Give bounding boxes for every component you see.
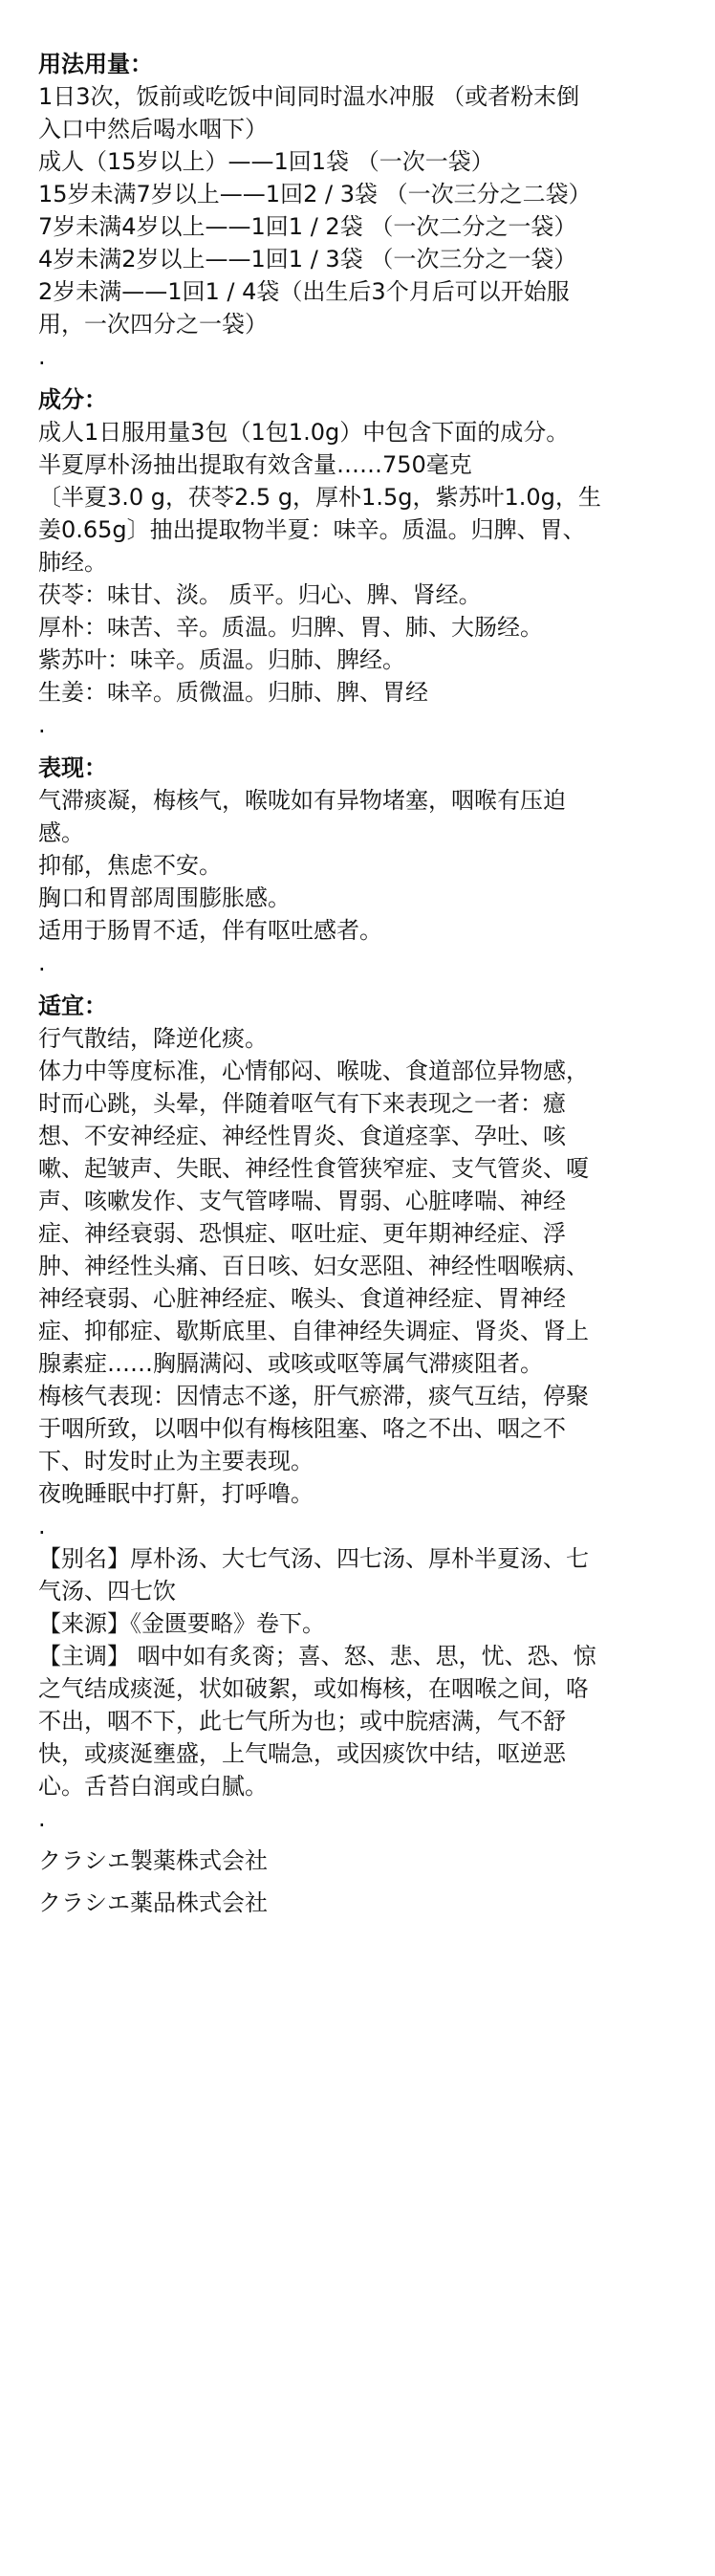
usage-line: 1日3次，饭前或吃饭中间同时温水冲服 （或者粉末倒 (38, 83, 580, 110)
indications-line: 肿、神经性头痛、百日咳、妇女恶阻、神经性咽喉病、 (38, 1253, 589, 1279)
company-name: クラシエ薬品株式会社 (38, 1889, 268, 1916)
ingredients-line: 厚朴：味苦、辛。质温。归脾、胃、肺、大肠经。 (38, 614, 543, 641)
indications-heading: 适宜： (38, 993, 107, 1019)
notes-line: 气汤、四七饮 (38, 1578, 176, 1605)
section-separator: . (38, 950, 46, 976)
section-separator: . (38, 343, 46, 370)
ingredients-line: 姜0.65g〕抽出提取物半夏：味辛。质温。归脾、胃、 (38, 516, 586, 543)
usage-line: 7岁未满4岁以上——1回1 / 2袋 （一次二分之一袋） (38, 213, 577, 240)
indications-line: 声、咳嗽发作、支气管哮喘、胃弱、心脏哮喘、神经 (38, 1188, 566, 1214)
notes-line: 心。舌苔白润或白腻。 (38, 1773, 268, 1800)
symptoms-line: 气滞痰凝，梅核气，喉咙如有异物堵塞，咽喉有压迫 (38, 787, 566, 814)
usage-line: 4岁未满2岁以上——1回1 / 3袋 （一次三分之一袋） (38, 246, 577, 273)
usage-line: 成人（15岁以上）——1回1袋 （一次一袋） (38, 148, 494, 175)
ingredients-line: 紫苏叶：味辛。质温。归肺、脾经。 (38, 646, 405, 673)
usage-line: 入口中然后喝水咽下） (38, 116, 268, 142)
section-separator: . (38, 1805, 46, 1832)
usage-heading: 用法用量： (38, 51, 153, 77)
indications-line: 神经衰弱、心脏神经症、喉头、食道神经症、胃神经 (38, 1285, 566, 1312)
ingredients-line: 肺经。 (38, 549, 107, 576)
usage-line: 2岁未满——1回1 / 4袋（出生后3个月后可以开始服 (38, 278, 570, 305)
indications-line: 症、神经衰弱、恐惧症、呕吐症、更年期神经症、浮 (38, 1220, 566, 1247)
indications-line: 下、时发时止为主要表现。 (38, 1448, 314, 1474)
notes-section (38, 1542, 677, 1835)
ingredients-line: 〔半夏3.0 g，茯苓2.5 g，厚朴1.5g，紫苏叶1.0g，生 (38, 484, 601, 511)
symptoms-line: 抑郁，焦虑不安。 (38, 852, 222, 879)
indications-line: 症、抑郁症、歇斯底里、自律神经失调症、肾炎、肾上 (38, 1318, 589, 1344)
notes-line: 【主调】 咽中如有炙脔；喜、怒、悲、思，忧、恐、惊 (38, 1643, 596, 1670)
company-name: クラシエ製薬株式会社 (38, 1847, 268, 1874)
indications-line: 体力中等度标准，心情郁闷、喉咙、食道部位异物感， (38, 1058, 589, 1084)
notes-line: 【别名】厚朴汤、大七气汤、四七汤、厚朴半夏汤、七 (38, 1545, 589, 1572)
symptoms-section (38, 752, 677, 979)
usage-section (38, 48, 677, 373)
ingredients-line: 半夏厚朴汤抽出提取有效含量……750毫克 (38, 451, 472, 478)
notes-line: 【来源】《金匮要略》卷下。 (38, 1610, 325, 1637)
company-section (38, 1845, 677, 1919)
notes-line: 之气结成痰涎，状如破絮，或如梅核，在咽喉之间，咯 (38, 1675, 589, 1702)
section-separator: . (38, 1513, 46, 1539)
indications-line: 嗽、起皱声、失眠、神经性食管狭窄症、支气管炎、嗄 (38, 1155, 589, 1182)
ingredients-line: 茯苓：味甘、淡。 质平。归心、脾、肾经。 (38, 581, 482, 608)
indications-line: 梅核气表现：因情志不遂，肝气瘀滞，痰气互结，停聚 (38, 1383, 589, 1409)
ingredients-heading: 成分： (38, 386, 107, 413)
symptoms-line: 适用于肠胃不适，伴有呕吐感者。 (38, 917, 382, 944)
notes-line: 快，或痰涎壅盛，上气喘急，或因痰饮中结，呕逆恶 (38, 1740, 566, 1767)
indications-line: 于咽所致，以咽中似有梅核阻塞、咯之不出、咽之不 (38, 1415, 566, 1442)
symptoms-heading: 表现： (38, 754, 107, 781)
indications-line: 想、不安神经症、神经性胃炎、食道痉挛、孕吐、咳 (38, 1123, 566, 1149)
section-separator: . (38, 711, 46, 738)
ingredients-line: 成人1日服用量3包（1包1.0g）中包含下面的成分。 (38, 419, 570, 446)
indications-line: 行气散结，降逆化痰。 (38, 1025, 268, 1052)
symptoms-line: 感。 (38, 819, 84, 846)
symptoms-line: 胸口和胃部周围膨胀感。 (38, 884, 291, 911)
notes-line: 不出，咽不下，此七气所为也；或中脘痞满，气不舒 (38, 1708, 566, 1735)
ingredients-line: 生姜：味辛。质微温。归肺、脾、胃经 (38, 679, 428, 706)
indications-line: 时而心跳，头晕，伴随着呕气有下来表现之一者：癔 (38, 1090, 566, 1117)
indications-line: 腺素症……胸膈满闷、或咳或呕等属气滞痰阻者。 (38, 1350, 543, 1377)
indications-section (38, 990, 677, 1542)
ingredients-section (38, 383, 677, 741)
usage-line: 用，一次四分之一袋） (38, 311, 268, 338)
indications-line: 夜晚睡眠中打鼾，打呼噜。 (38, 1480, 314, 1507)
usage-line: 15岁未满7岁以上——1回2 / 3袋 （一次三分之二袋） (38, 181, 592, 207)
